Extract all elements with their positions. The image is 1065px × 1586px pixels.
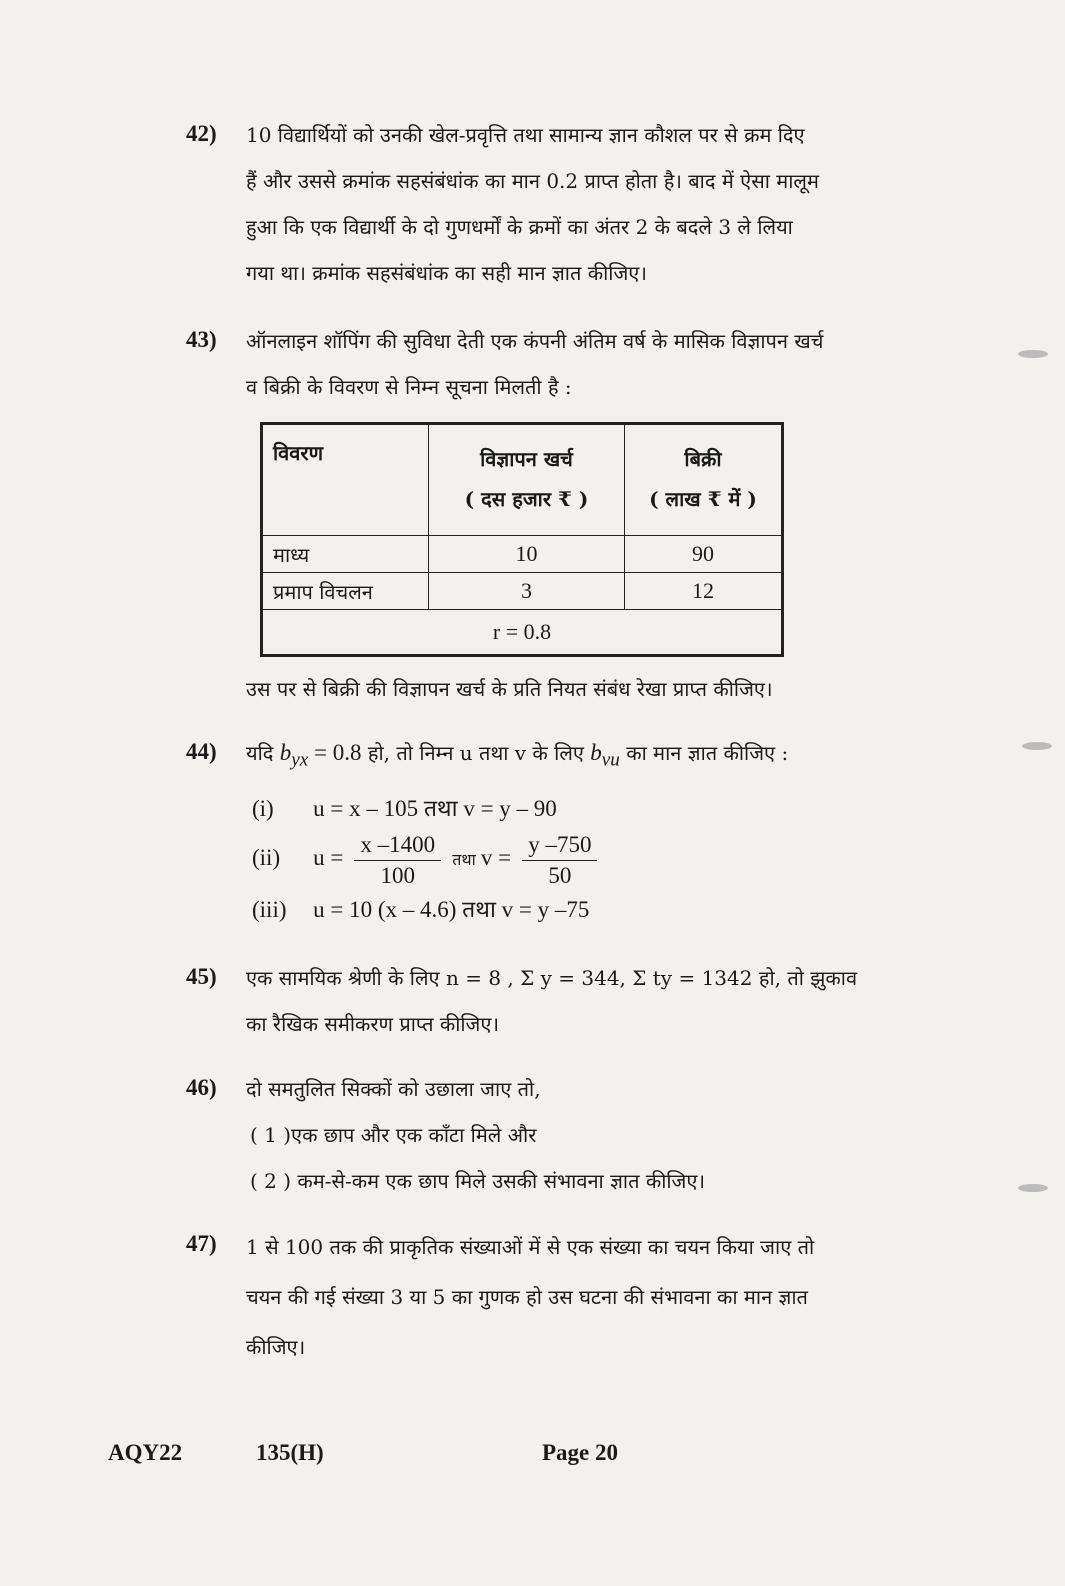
question-text-line: कीजिए। xyxy=(246,1335,306,1359)
question-text-line: हुआ कि एक विद्यार्थी के दो गुणधर्मों के क्रमों का अंतर 2 के बदले 3 ले लिया xyxy=(246,215,793,239)
question-43 xyxy=(186,318,926,410)
footer-paper: 135(H) xyxy=(256,1440,324,1465)
header-sales: बिक्री ( लाख ₹ में ) xyxy=(625,424,783,536)
question-text-line: गया था। क्रमांक सहसंबंधांक का सही मान ज्ञात कीजिए। xyxy=(246,261,647,285)
row-ad-value: 10 xyxy=(429,536,625,573)
table-row xyxy=(262,610,783,656)
row-label: प्रमाप विचलन xyxy=(262,573,429,610)
question-stem: यदि $b_{yx} = 0.8$ हो, तो निम्न u तथा v के लिए $b_{vu}$ का मान ज्ञात कीजिए : xyxy=(246,740,789,771)
question-text-line: ( 2 ) कम-से-कम एक छाप मिले उसकी संभावना ज्ञात कीजिए। xyxy=(250,1169,706,1193)
row-sales-value: 90 xyxy=(625,536,783,573)
question-text-line: ऑनलाइन शॉपिंग की सुविधा देती एक कंपनी अंतिम वर्ष के मासिक विज्ञापन खर्च xyxy=(246,329,824,353)
question-text-line: 10 विद्यार्थियों को उनकी खेल-प्रवृत्ति तथा सामान्य ज्ञान कौशल पर से क्रम दिए xyxy=(246,123,805,147)
footer-page-number: Page 20 xyxy=(542,1440,619,1465)
header-detail: विवरण xyxy=(262,424,429,536)
question-44 xyxy=(186,730,926,931)
question-text-line: उस पर से बिक्री की विज्ञापन खर्च के प्रति नियत संबंध रेखा प्राप्त कीजिए। xyxy=(246,677,773,701)
sub-question-ii: (ii) u = $\frac{x -1400}{100}$ तथा v = $\frac{y -750}{50}$ xyxy=(248,830,926,891)
sub-question-i: (i) u = x – 105 तथा v = y – 90 xyxy=(252,795,557,821)
correlation-value: r = 0.8 xyxy=(262,610,783,656)
question-text-line: दो समतुलित सिक्कों को उछाला जाए तो, xyxy=(246,1077,541,1101)
question-text-line: 1 से 100 तक की प्राकृतिक संख्याओं में से एक संख्या का चयन किया जाए तो xyxy=(246,1235,815,1259)
question-number: 46) xyxy=(186,1075,217,1100)
question-number: 45) xyxy=(186,964,217,989)
sub-question-iii: (iii) u = 10 (x – 4.6) तथा v = y –75 xyxy=(252,896,590,922)
row-sales-value: 12 xyxy=(625,573,783,610)
question-47 xyxy=(186,1222,926,1372)
question-text-line: ( 1 )एक छाप और एक काँटा मिले और xyxy=(250,1123,537,1147)
scan-mark xyxy=(1018,1184,1048,1192)
table-row xyxy=(262,536,783,573)
footer-code: AQY22 xyxy=(108,1440,183,1465)
question-number: 44) xyxy=(186,739,217,764)
statistics-table xyxy=(260,422,784,657)
scan-mark xyxy=(1018,350,1048,358)
fraction-u: $\frac{x -1400}{100}$ xyxy=(354,830,441,891)
row-ad-value: 3 xyxy=(429,573,625,610)
table-header-row xyxy=(262,424,783,536)
question-text-line: का रैखिक समीकरण प्राप्त कीजिए। xyxy=(246,1012,500,1036)
question-42 xyxy=(186,112,926,296)
header-ad-expense: विज्ञापन खर्च ( दस हजार ₹ ) xyxy=(429,424,625,536)
question-text-line: चयन की गई संख्या 3 या 5 का गुणक हो उस घटना की संभावना का मान ज्ञात xyxy=(246,1285,808,1309)
question-45 xyxy=(186,955,926,1047)
question-number: 42) xyxy=(186,121,217,146)
question-46 xyxy=(186,1066,926,1204)
question-text-line: व बिक्री के विवरण से निम्न सूचना मिलती है : xyxy=(246,375,572,399)
question-number: 43) xyxy=(186,327,217,352)
question-text-line: हैं और उससे क्रमांक सहसंबंधांक का मान 0.2 प्राप्त होता है। बाद में ऐसा मालूम xyxy=(246,169,819,193)
question-43-continued xyxy=(186,666,926,712)
fraction-v: $\frac{y -750}{50}$ xyxy=(522,830,597,891)
table-row xyxy=(262,573,783,610)
question-text-line: एक सामयिक श्रेणी के लिए n = 8 , Σ y = 344, Σ ty = 1342 हो, तो झुकाव xyxy=(246,966,858,990)
row-label: माध्य xyxy=(262,536,429,573)
question-number: 47) xyxy=(186,1231,217,1256)
scan-mark xyxy=(1022,742,1052,750)
